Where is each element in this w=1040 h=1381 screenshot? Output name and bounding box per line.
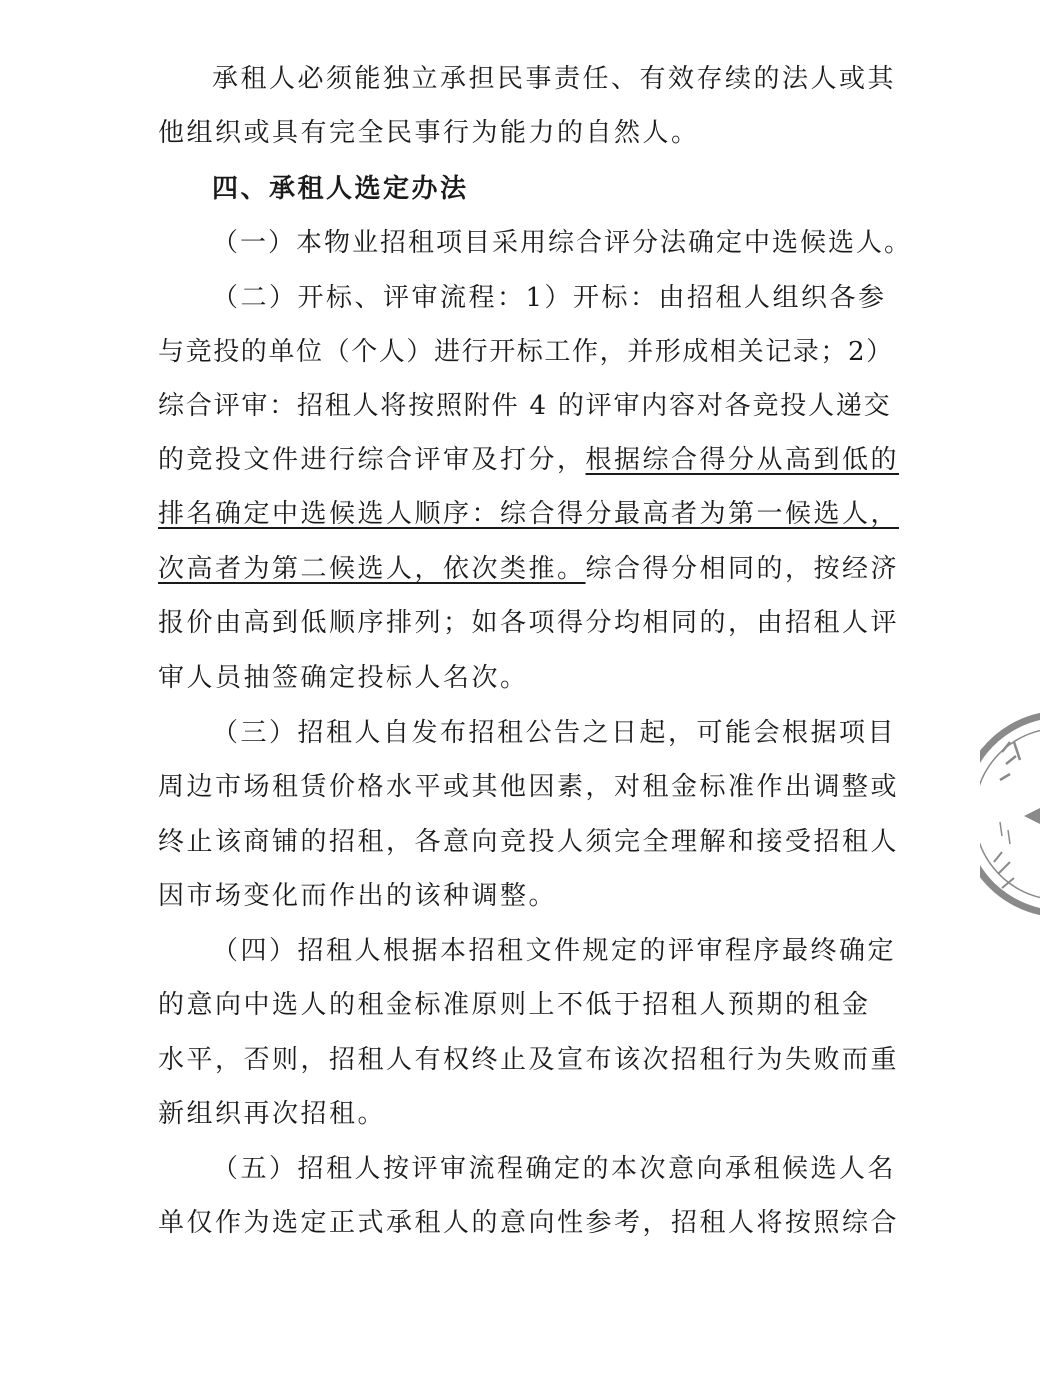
paragraph-line <box>158 443 899 477</box>
paragraph-line: 水平，否则，招租人有权终止及宣布该次招租行为失败而重 <box>158 1045 900 1075</box>
line-text: 综合得分相同的，按经济 <box>585 554 900 584</box>
line-text: 的竞投文件进行综合评审及打分， <box>158 445 586 475</box>
section-heading: 四、承租人选定办法 <box>212 174 469 204</box>
paragraph-line: 新组织再次招租。 <box>158 1099 387 1129</box>
paragraph-line: 他组织或具有完全民事行为能力的自然人。 <box>158 118 700 148</box>
underlined-line: 排名确定中选候选人顺序：综合得分最高者为第一候选人， <box>158 499 900 529</box>
paragraph-line: 终止该商铺的招租，各意向竞投人须完全理解和接受招租人 <box>158 827 900 857</box>
paragraph-line: 综合评审：招租人将按照附件 4 的评审内容对各竞投人递交 <box>158 391 892 421</box>
seal-stamp-icon <box>980 712 1040 917</box>
paragraph-line: 与竞投的单位（个人）进行开标工作，并形成相关记录；2） <box>158 337 894 367</box>
paragraph-line: 因市场变化而作出的该种调整。 <box>158 881 558 911</box>
paragraph-line: 审人员抽签确定投标人名次。 <box>158 663 529 693</box>
paragraph-line: 周边市场租赁价格水平或其他因素，对租金标准作出调整或 <box>158 772 900 802</box>
underlined-text: 根据综合得分从高到低的 <box>585 445 900 475</box>
paragraph-line: （二）开标、评审流程：1）开标：由招租人组织各参 <box>212 283 887 313</box>
paragraph-line: 单仅作为选定正式承租人的意向性参考，招租人将按照综合 <box>158 1208 900 1238</box>
paragraph-line: 的意向中选人的租金标准原则上不低于招租人预期的租金 <box>158 990 871 1020</box>
underlined-text: 次高者为第二候选人，依次类推。 <box>158 554 586 584</box>
paragraph-line: （四）招租人根据本招租文件规定的评审程序最终确定 <box>212 936 897 966</box>
paragraph-line: （三）招租人自发布招租公告之日起，可能会根据项目 <box>212 718 897 748</box>
paragraph-line: 报价由高到低顺序排列；如各项得分均相同的，由招租人评 <box>158 608 900 638</box>
paragraph-line: （一）本物业招租项目采用综合评分法确定中选候选人。 <box>212 228 913 258</box>
paragraph-line: 承租人必须能独立承担民事责任、有效存续的法人或其 <box>212 64 897 94</box>
paragraph-line: （五）招租人按评审流程确定的本次意向承租候选人名 <box>212 1154 897 1184</box>
paragraph-line <box>158 552 899 586</box>
